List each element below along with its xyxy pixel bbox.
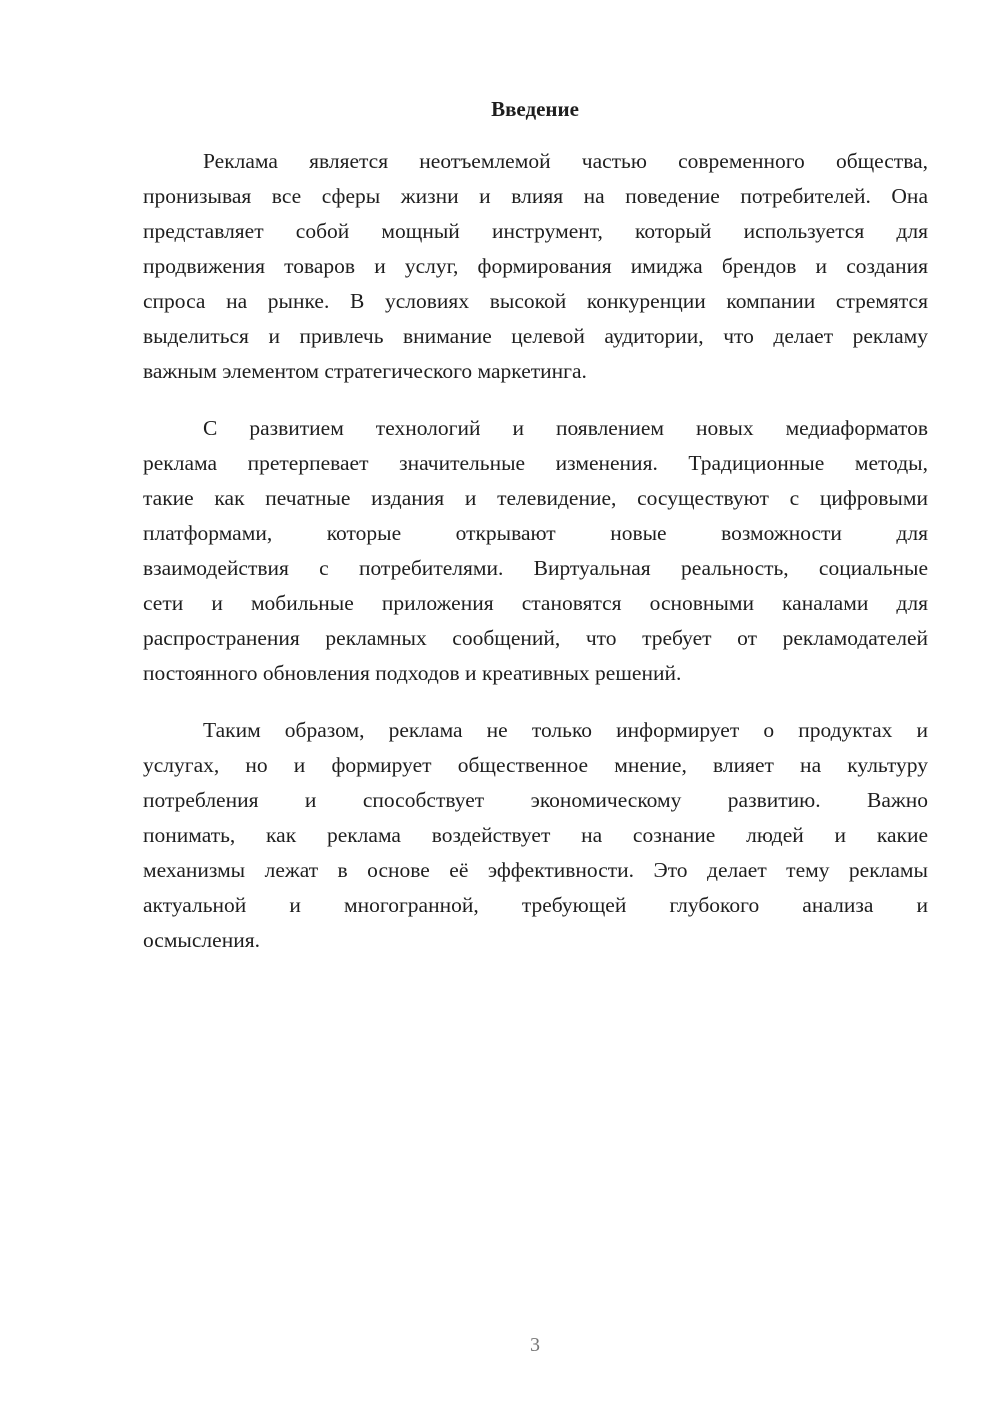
text-line: постоянного обновления подходов и креативных решений.: [143, 661, 682, 685]
text-line: важным элементом стратегического маркетинга.: [143, 359, 587, 383]
text-line: актуальной и многогранной, требующей глубокого анализа и: [143, 893, 928, 917]
text-line: понимать, как реклама воздействует на сознание людей и какие: [143, 823, 928, 847]
text-line: взаимодействия с потребителями. Виртуальная реальность, социальные: [143, 556, 928, 580]
text-line: С развитием технологий и появлением новых медиаформатов: [203, 416, 928, 440]
text-line: продвижения товаров и услуг, формирования имиджа брендов и создания: [143, 254, 928, 278]
text-line: реклама претерпевает значительные изменения. Традиционные методы,: [143, 451, 928, 475]
text-line: такие как печатные издания и телевидение, сосуществуют с цифровыми: [143, 486, 928, 510]
text-line: потребления и способствует экономическому развитию. Важно: [143, 788, 928, 812]
body-text: [143, 144, 928, 980]
text-line: распространения рекламных сообщений, что требует от рекламодателей: [143, 626, 928, 650]
paragraph: [143, 411, 928, 691]
text-line: Реклама является неотъемлемой частью современного общества,: [203, 149, 928, 173]
text-line: осмысления.: [143, 928, 260, 952]
paragraph: [143, 144, 928, 389]
section-title: Введение: [491, 97, 579, 121]
paragraph: [143, 713, 928, 958]
text-line: сети и мобильные приложения становятся основными каналами для: [143, 591, 928, 615]
text-line: услугах, но и формирует общественное мнение, влияет на культуру: [143, 753, 928, 777]
text-line: платформами, которые открывают новые возможности для: [143, 521, 928, 545]
text-line: механизмы лежат в основе её эффективности. Это делает тему рекламы: [143, 858, 928, 882]
text-line: пронизывая все сферы жизни и влияя на поведение потребителей. Она: [143, 184, 928, 208]
text-line: представляет собой мощный инструмент, который используется для: [143, 219, 928, 243]
page-number: 3: [530, 1334, 540, 1356]
text-line: спроса на рынке. В условиях высокой конкуренции компании стремятся: [143, 289, 928, 313]
text-line: выделиться и привлечь внимание целевой аудитории, что делает рекламу: [143, 324, 928, 348]
text-line: Таким образом, реклама не только информирует о продуктах и: [203, 718, 928, 742]
